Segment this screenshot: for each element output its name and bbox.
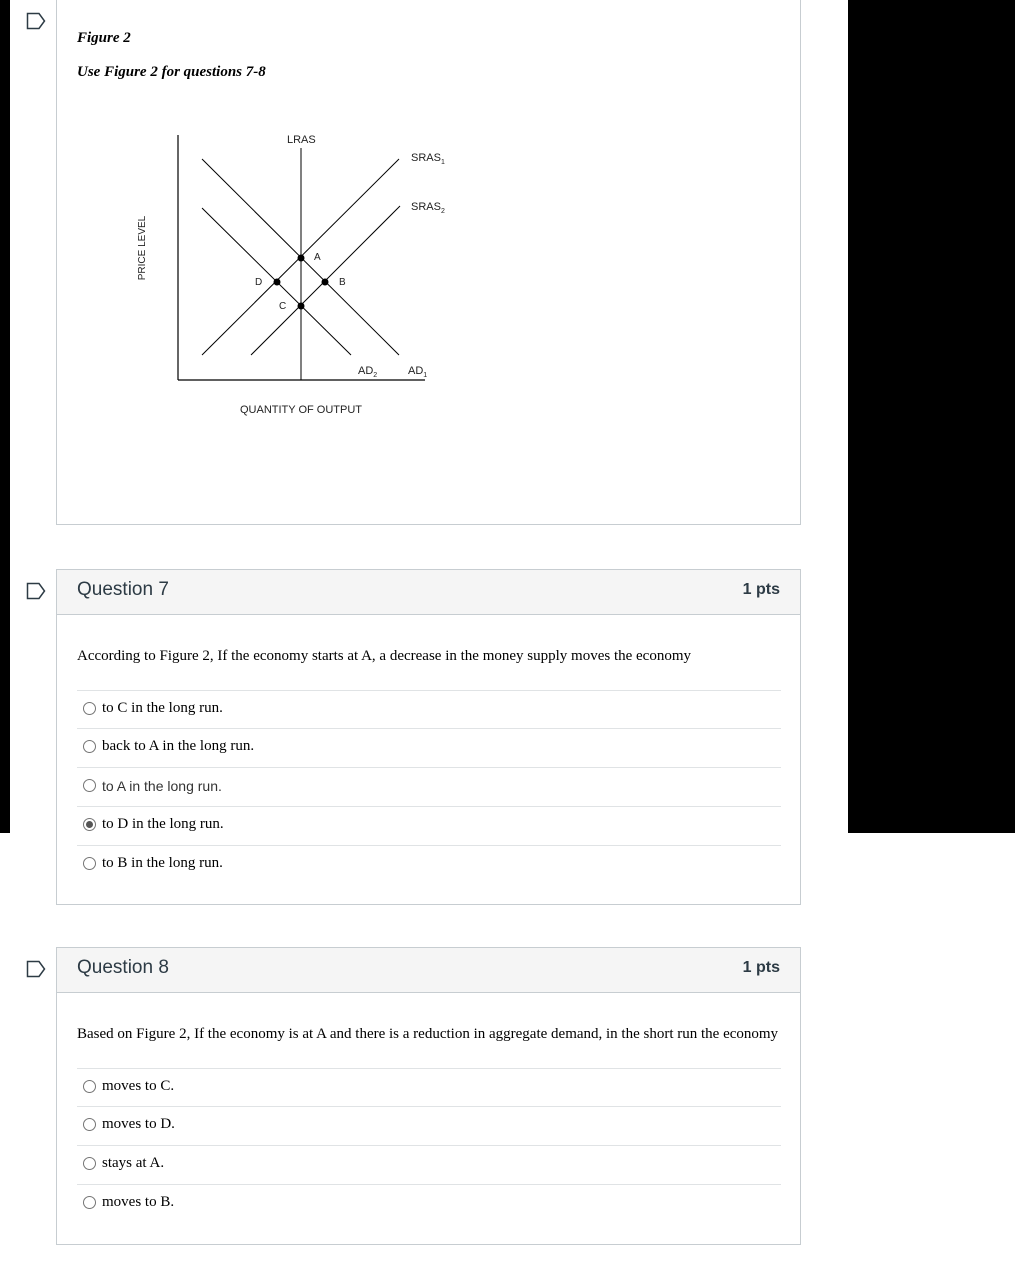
answer-option[interactable] <box>77 767 781 806</box>
lras-label: LRAS <box>287 134 316 146</box>
radio-button[interactable] <box>83 740 96 753</box>
point-c-marker <box>298 303 305 310</box>
radio-button[interactable] <box>83 1157 96 1170</box>
figure-card <box>56 0 801 525</box>
radio-button[interactable] <box>83 779 96 792</box>
point-d-marker <box>274 279 281 286</box>
answer-option[interactable] <box>77 1106 781 1145</box>
sras1-label: $SRAS_1$ <box>411 152 445 166</box>
answer-label: to A in the long run. <box>102 778 222 794</box>
radio-button[interactable] <box>83 1196 96 1209</box>
point-b-marker <box>322 279 329 286</box>
question-header <box>57 570 800 615</box>
radio-button[interactable] <box>83 702 96 715</box>
radio-button[interactable] <box>83 1080 96 1093</box>
question-header <box>57 948 800 993</box>
sras2-label: $SRAS_2$ <box>411 201 445 215</box>
black-region-left <box>0 0 10 833</box>
radio-button[interactable] <box>83 1118 96 1131</box>
question-text: Based on Figure 2, If the economy is at A and there is a reduction in aggregate demand, in the short run the economy <box>77 1026 779 1042</box>
answer-label: moves to D. <box>102 1116 175 1132</box>
question-points: 1 pts <box>742 581 780 598</box>
answer-option[interactable] <box>77 690 781 728</box>
answer-label: to C in the long run. <box>102 700 223 716</box>
ad-as-diagram <box>57 0 800 523</box>
flag-question-7-icon[interactable] <box>26 582 46 600</box>
ad1-label: $AD_1$ <box>408 365 428 379</box>
answer-option[interactable] <box>77 1145 781 1184</box>
answer-label: to B in the long run. <box>102 855 223 871</box>
ad2-label: $AD_2$ <box>358 365 378 379</box>
radio-button-selected[interactable] <box>83 818 96 831</box>
answer-option[interactable] <box>77 845 781 884</box>
answer-label: back to A in the long run. <box>102 738 255 754</box>
figure-subtitle: Use Figure 2 for questions 7-8 <box>77 64 266 80</box>
question-7-card <box>56 569 801 905</box>
answer-list <box>77 690 781 884</box>
answer-option[interactable] <box>77 1184 781 1223</box>
figure-title: Figure 2 <box>77 30 131 46</box>
black-region-right <box>848 0 1015 833</box>
answer-option[interactable] <box>77 728 781 767</box>
question-title: Question 7 <box>77 579 169 600</box>
question-8-card <box>56 947 801 1245</box>
answer-label: moves to C. <box>102 1078 175 1094</box>
question-points: 1 pts <box>742 959 780 976</box>
radio-button[interactable] <box>83 857 96 870</box>
answer-option[interactable] <box>77 1068 781 1106</box>
flag-icon[interactable] <box>26 12 46 30</box>
answer-label: to D in the long run. <box>102 816 224 832</box>
answer-label: stays at A. <box>102 1155 165 1171</box>
point-a-label: A <box>314 252 321 263</box>
question-text: According to Figure 2, If the economy starts at A, a decrease in the money supply moves the economy <box>77 648 692 664</box>
answer-list <box>77 1068 781 1223</box>
point-d-label: D <box>255 277 263 288</box>
answer-option[interactable] <box>77 806 781 845</box>
answer-label: moves to B. <box>102 1194 175 1210</box>
x-axis-label: QUANTITY OF OUTPUT <box>239 404 363 416</box>
point-a-marker <box>298 255 305 262</box>
point-b-label: B <box>339 277 346 288</box>
y-axis-label: PRICE LEVEL <box>137 215 148 281</box>
point-c-label: C <box>279 301 287 312</box>
question-title: Question 8 <box>77 957 169 978</box>
flag-question-8-icon[interactable] <box>26 960 46 978</box>
